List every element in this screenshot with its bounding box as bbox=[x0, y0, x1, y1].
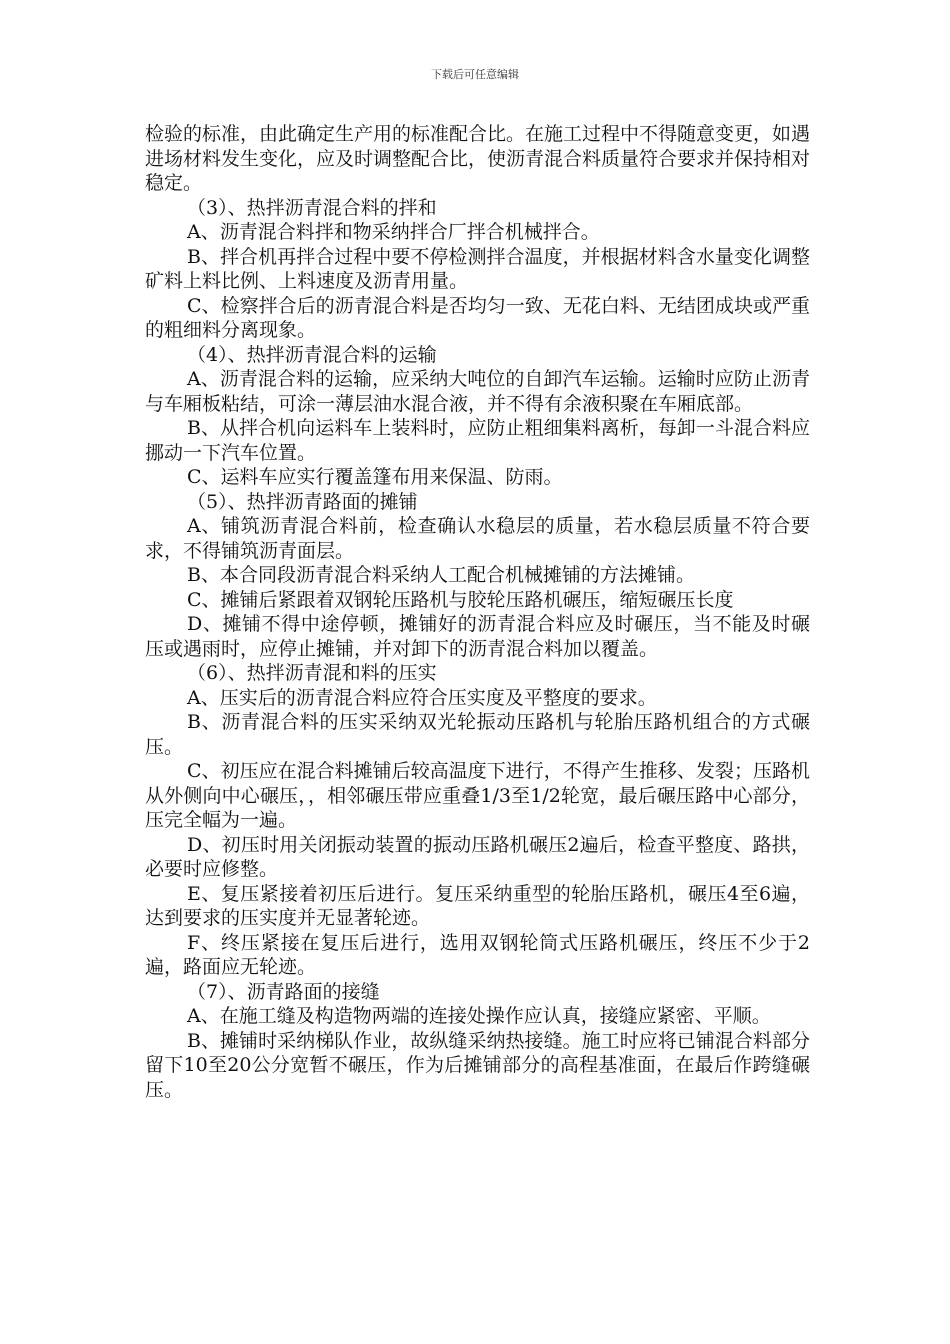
paragraph-item: B、从拌合机向运料车上装料时，应防止粗细集料离析，每卸一斗混合料应挪动一下汽车位置。 bbox=[145, 417, 810, 464]
paragraph-continuation: 检验的标准，由此确定生产用的标准配合比。在施工过程中不得随意变更，如遇进场材料发生变化，应及时调整配合比，使沥青混合料质量符合要求并保持相对稳定。 bbox=[145, 123, 811, 194]
paragraph-item: C、初压应在混合料摊铺后较高温度下进行，不得产生推移、发裂；压路机从外侧向中心碾压，，相邻碾压带应重叠1/3至1/2轮宽，最后碾压路中心部分，压完全幅为一遍。 bbox=[145, 760, 810, 831]
section-heading-4: （4）、热拌沥青混合料的运输 bbox=[187, 343, 437, 366]
section-heading-7: （7）、沥青路面的接缝 bbox=[187, 980, 380, 1003]
section-heading-6: （6）、热拌沥青混和料的压实 bbox=[187, 662, 437, 684]
section-heading-5: （5）、热拌沥青路面的摊铺 bbox=[187, 490, 418, 513]
paragraph-item: E、复压紧接着初压后进行。复压采纳重型的轮胎压路机，碾压4至6遍，达到要求的压实度并无显著轮迹。 bbox=[145, 882, 810, 929]
paragraph-item: D、初压时用关闭振动装置的振动压路机碾压2遍后，检查平整度、路拱，必要时应修整。 bbox=[145, 833, 810, 880]
paragraph-item: A、压实后的沥青混合料应符合压实度及平整度的要求。 bbox=[187, 686, 657, 709]
paragraph-item: D、摊铺不得中途停顿，摊铺好的沥青混合料应及时碾压，当不能及时碾压或遇雨时，应停止摊铺，并对卸下的沥青混合料加以覆盖。 bbox=[145, 613, 810, 660]
paragraph-item: C、摊铺后紧跟着双钢轮压路机与胶轮压路机碾压，缩短碾压长度 bbox=[187, 588, 734, 611]
paragraph-item: C、运料车应实行覆盖篷布用来保温、防雨。 bbox=[187, 466, 563, 488]
body-text bbox=[145, 122, 810, 1102]
paragraph-item: A、沥青混合料的运输，应采纳大吨位的自卸汽车运输。运输时应防止沥青与车厢板粘结，可涂一薄层油水混合液，并不得有余液积聚在车厢底部。 bbox=[145, 368, 810, 415]
paragraph-item: F、终压紧接在复压后进行，选用双钢轮筒式压路机碾压，终压不少于2遍，路面应无轮迹。 bbox=[145, 931, 810, 978]
paragraph-item: A、沥青混合料拌和物采纳拌合厂拌合机械拌合。 bbox=[187, 221, 600, 243]
paragraph-item: A、铺筑沥青混合料前，检查确认水稳层的质量，若水稳层质量不符合要求，不得铺筑沥青面层。 bbox=[145, 515, 810, 562]
page-header: 下载后可任意编辑 bbox=[431, 68, 519, 81]
section-heading-3: （3）、热拌沥青混合料的拌和 bbox=[187, 196, 437, 219]
paragraph-item: B、摊铺时采纳梯队作业，故纵缝采纳热接缝。施工时应将已铺混合料部分留下10至20公分宽暂不碾压，作为后摊铺部分的高程基准面，在最后作跨缝碾压。 bbox=[145, 1029, 810, 1101]
paragraph-item: B、本合同段沥青混合料采纳人工配合机械摊铺的方法摊铺。 bbox=[187, 564, 695, 586]
paragraph-item: A、在施工缝及构造物两端的连接处操作应认真，接缝应紧密、平顺。 bbox=[187, 1005, 771, 1027]
paragraph-item: B、拌合机再拌合过程中要不停检测拌合温度，并根据材料含水量变化调整矿料上料比例、上料速度及沥青用量。 bbox=[145, 245, 810, 292]
paragraph-item: B、沥青混合料的压实采纳双光轮振动压路机与轮胎压路机组合的方式碾压。 bbox=[145, 711, 810, 758]
paragraph-item: C、检察拌合后的沥青混合料是否均匀一致、无花白料、无结团成块或严重的粗细料分离现象。 bbox=[145, 294, 810, 341]
